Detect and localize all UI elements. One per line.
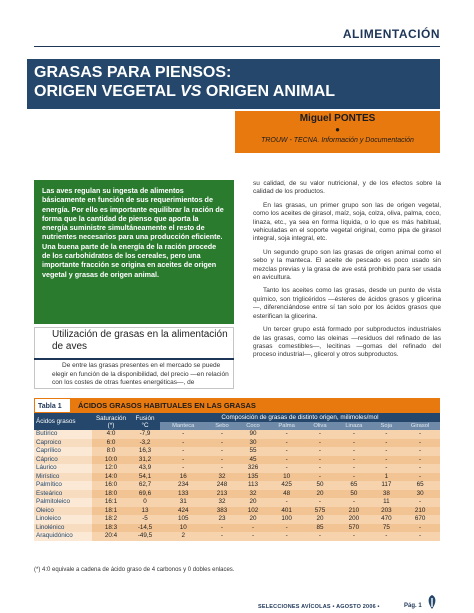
fusion-cell: 31,2	[130, 456, 160, 465]
column-header-fusion: Fusión °C	[130, 413, 160, 430]
composition-cell: 65	[335, 481, 372, 490]
paragraph: Tanto los aceites como las grasas, desde un punto de vista químico, son triglicéridos —ésteres de ácidos grasos y glicerina—, diferenciándose entre sí tan solo por los ácidos grasos que esterifican la glicerina.	[253, 287, 441, 320]
composition-cell: 210	[400, 507, 440, 516]
article-title	[34, 63, 335, 101]
acid-name-cell: Linoleico	[34, 515, 92, 524]
fusion-cell: 0	[130, 498, 160, 507]
composition-cell: 401	[269, 507, 305, 516]
saturation-cell: 18:0	[92, 490, 130, 499]
table-row	[34, 473, 440, 482]
composition-cell: 326	[237, 464, 268, 473]
composition-cell: -	[269, 439, 305, 448]
author-affiliation: TROUW - TECNA. Información y Documentación	[261, 137, 414, 144]
composition-cell: 32	[206, 473, 237, 482]
composition-cell: -	[335, 439, 372, 448]
composition-cell: 11	[373, 498, 401, 507]
composition-cell: -	[305, 473, 335, 482]
composition-cell: 570	[335, 524, 372, 533]
composition-cell: 105	[160, 515, 206, 524]
composition-cell: 38	[373, 490, 401, 499]
composition-cell: -	[269, 498, 305, 507]
composition-cell: 85	[305, 524, 335, 533]
composition-cell: 2	[160, 532, 206, 541]
fusion-cell: 69,6	[130, 490, 160, 499]
column-header-saturation: Saturación (*)	[92, 413, 130, 430]
composition-cell: -	[400, 532, 440, 541]
fusion-cell: 62,7	[130, 481, 160, 490]
fusion-cell: -3,2	[130, 439, 160, 448]
composition-cell: -	[206, 464, 237, 473]
composition-cell: 55	[237, 447, 268, 456]
saturation-cell: 10:0	[92, 456, 130, 465]
acid-name-cell: Caproico	[34, 439, 92, 448]
table-row	[34, 430, 440, 439]
composition-cell: -	[400, 464, 440, 473]
fusion-cell: -7,9	[130, 430, 160, 439]
composition-cell: 575	[305, 507, 335, 516]
composition-cell: -	[305, 447, 335, 456]
saturation-cell: 12:0	[92, 464, 130, 473]
composition-cell: 32	[237, 490, 268, 499]
fat-type-header: Girasol	[400, 422, 440, 430]
fusion-cell: 13	[130, 507, 160, 516]
acid-name-cell: Esteárico	[34, 490, 92, 499]
composition-cell: 203	[373, 507, 401, 516]
composition-cell: -	[160, 430, 206, 439]
composition-cell: 133	[160, 490, 206, 499]
table-row	[34, 439, 440, 448]
composition-cell: 102	[237, 507, 268, 516]
author-bullet: ●	[335, 125, 340, 134]
saturation-cell: 6:0	[92, 439, 130, 448]
composition-cell: 65	[400, 481, 440, 490]
body-column	[253, 180, 441, 365]
acid-name-cell: Oleico	[34, 507, 92, 516]
composition-cell: -	[269, 524, 305, 533]
composition-cell: 32	[206, 498, 237, 507]
composition-cell: 248	[206, 481, 237, 490]
table-row	[34, 524, 440, 533]
fusion-cell: 43,9	[130, 464, 160, 473]
composition-cell: 31	[160, 498, 206, 507]
composition-cell: 90	[237, 430, 268, 439]
composition-cell: -	[206, 524, 237, 533]
composition-cell: 234	[160, 481, 206, 490]
composition-cell: -	[160, 439, 206, 448]
acid-name-cell: Butírico	[34, 430, 92, 439]
composition-cell: -	[269, 532, 305, 541]
composition-cell: 10	[269, 473, 305, 482]
table-row	[34, 507, 440, 516]
table-row	[34, 498, 440, 507]
composition-cell: 670	[400, 515, 440, 524]
paragraph: En las grasas, un primer grupo son las de origen vegetal, como los aceites de girasol, maíz, soja, colza, oliva, palma, coco, linaza, etc., ya sea en forma líquida, o lo que es más habitual, vehiculadas en el soporte vegetal original, como pipa de girasol integral, soja integral, etc.	[253, 201, 441, 243]
composition-cell: 48	[269, 490, 305, 499]
fusion-cell: -49,5	[130, 532, 160, 541]
composition-cell: -	[305, 464, 335, 473]
author-name: Miguel PONTES	[299, 113, 376, 124]
table-row	[34, 464, 440, 473]
data-table	[34, 413, 440, 541]
composition-cell: -	[400, 524, 440, 533]
composition-cell: -	[335, 456, 372, 465]
composition-cell: 45	[237, 456, 268, 465]
composition-cell: -	[335, 447, 372, 456]
composition-cell: 23	[206, 515, 237, 524]
acid-name-cell: Láurico	[34, 464, 92, 473]
composition-cell: 100	[269, 515, 305, 524]
title-line-2b: ORIGEN ANIMAL	[201, 83, 336, 100]
section-divider	[34, 46, 440, 47]
fat-type-header: Soja	[373, 422, 401, 430]
fat-type-header: Sebo	[206, 422, 237, 430]
saturation-cell: 18:2	[92, 515, 130, 524]
acid-name-cell: Palmítico	[34, 481, 92, 490]
acid-name-cell: Cáprico	[34, 456, 92, 465]
composition-cell: -	[373, 447, 401, 456]
fusion-cell: 54,1	[130, 473, 160, 482]
acid-name-cell: Linolénico	[34, 524, 92, 533]
composition-cell: 213	[206, 490, 237, 499]
composition-cell: -	[400, 430, 440, 439]
composition-cell: -	[373, 456, 401, 465]
saturation-cell: 16:0	[92, 481, 130, 490]
composition-cell: -	[373, 532, 401, 541]
composition-cell: 16	[160, 473, 206, 482]
acid-name-cell: Mirístico	[34, 473, 92, 482]
composition-cell: -	[206, 447, 237, 456]
table-row	[34, 481, 440, 490]
composition-cell: -	[400, 447, 440, 456]
table-body	[34, 430, 440, 541]
table-row	[34, 515, 440, 524]
composition-cell: -	[206, 456, 237, 465]
composition-cell: 30	[237, 439, 268, 448]
intro-summary: Las aves regulan su ingesta de alimentos básicamente en función de sus requerimientos de energía. Por ello es importante equilibrar la ración de forma que la cantidad de pienso que aporta la energía suministre simultáneamente el resto de nutrientes necesarios para una producción eficiente. Una buena parte de la energía de la ración procede de los carbohidratos de los cereales, pero una importante fracción se origina en aceites de origen vegetal y grasas de origen animal.	[34, 180, 234, 324]
subsection-divider	[34, 358, 234, 360]
composition-cell: -	[305, 532, 335, 541]
fusion-cell: -14,5	[130, 524, 160, 533]
fatty-acids-table	[34, 398, 440, 541]
page-number: Pág. 1	[404, 603, 422, 609]
composition-cell: -	[237, 532, 268, 541]
section-label: ALIMENTACIÓN	[342, 27, 440, 41]
title-line-1: GRASAS PARA PIENSOS:	[34, 64, 232, 81]
composition-cell: -	[400, 498, 440, 507]
fat-type-header: Manteca	[160, 422, 206, 430]
composition-cell: -	[373, 464, 401, 473]
composition-cell: -	[335, 430, 372, 439]
table-footnote: (*) 4:0 equivale a cadena de ácido graso de 4 carbonos y 0 dobles enlaces.	[34, 567, 235, 573]
composition-cell: -	[400, 473, 440, 482]
fusion-cell: 16,3	[130, 447, 160, 456]
composition-cell: 10	[160, 524, 206, 533]
composition-cell: -	[305, 498, 335, 507]
table-row	[34, 447, 440, 456]
composition-cell: 30	[400, 490, 440, 499]
footer-publication: SELECCIONES AVÍCOLAS • AGOSTO 2006 •	[258, 604, 380, 610]
table-title: ÁCIDOS GRASOS HABITUALES EN LAS GRASAS	[78, 401, 256, 410]
acid-name-cell: Palmitoleico	[34, 498, 92, 507]
table-row	[34, 490, 440, 499]
composition-cell: -	[269, 464, 305, 473]
title-line-2	[34, 82, 335, 101]
fat-type-header: Palma	[269, 422, 305, 430]
composition-cell: 113	[237, 481, 268, 490]
saturation-cell: 18:1	[92, 507, 130, 516]
composition-cell: -	[206, 430, 237, 439]
composition-cell: -	[269, 430, 305, 439]
paragraph: Un segundo grupo son las grasas de origen animal como el sebo y la manteca. El aceite de pescado es poco usado sin mezclas previas y la grasa de ave está prohibido para ser usada en avicultura.	[253, 248, 441, 282]
composition-cell: -	[373, 430, 401, 439]
composition-cell: 1	[373, 473, 401, 482]
composition-cell: -	[335, 532, 372, 541]
composition-cell: -	[160, 447, 206, 456]
acid-name-cell: Araquidónico	[34, 532, 92, 541]
publisher-logo-icon	[425, 594, 439, 610]
paragraph: su calidad, de su valor nutricional, y de los efectos sobre la calidad de los productos.	[253, 180, 441, 196]
composition-cell: 470	[373, 515, 401, 524]
composition-cell: 200	[335, 515, 372, 524]
composition-cell: -	[305, 456, 335, 465]
composition-cell: -	[335, 473, 372, 482]
saturation-cell: 4:0	[92, 430, 130, 439]
composition-cell: 50	[305, 481, 335, 490]
composition-cell: -	[237, 524, 268, 533]
composition-cell: 20	[237, 498, 268, 507]
composition-cell: -	[269, 447, 305, 456]
composition-cell: -	[160, 464, 206, 473]
table-label: Tabla 1	[34, 398, 71, 413]
saturation-cell: 14:0	[92, 473, 130, 482]
fusion-cell: -5	[130, 515, 160, 524]
fat-type-header: Linaza	[335, 422, 372, 430]
composition-cell: 117	[373, 481, 401, 490]
composition-cell: 20	[237, 515, 268, 524]
composition-cell: 75	[373, 524, 401, 533]
fat-type-header: Oliva	[305, 422, 335, 430]
acid-name-cell: Caprílico	[34, 447, 92, 456]
saturation-cell: 8:0	[92, 447, 130, 456]
fat-type-header: Coco	[237, 422, 268, 430]
composition-cell: -	[335, 464, 372, 473]
composition-cell: -	[335, 498, 372, 507]
title-vs: VS	[180, 83, 202, 100]
composition-cell: 210	[335, 507, 372, 516]
subsection-title: Utilización de grasas en la alimentación de aves	[52, 329, 228, 352]
composition-cell: 424	[160, 507, 206, 516]
table-header-bar	[34, 398, 440, 413]
table-row	[34, 456, 440, 465]
paragraph: Un tercer grupo está formado por subproductos industriales de las grasas, como las oleinas —residuos del refinado de las grasas comestibles—, lecitinas —gomas del refinado del proceso industrial—, glicerol y otros subproductos.	[253, 326, 441, 359]
composition-cell: 425	[269, 481, 305, 490]
saturation-cell: 18:3	[92, 524, 130, 533]
composition-cell: -	[400, 439, 440, 448]
saturation-cell: 16:1	[92, 498, 130, 507]
composition-cell: 135	[237, 473, 268, 482]
subsection-text: De entre las grasas presentes en el mercado se puede elegir en función de la disponibilidad, del precio —en relación con los costes de otras fuentes energéticas—, de	[52, 362, 229, 387]
composition-cell: -	[269, 456, 305, 465]
table-row	[34, 532, 440, 541]
saturation-cell: 20:4	[92, 532, 130, 541]
composition-cell: -	[206, 439, 237, 448]
column-header-acid: Ácidos grasos	[34, 413, 92, 430]
composition-cell: -	[400, 456, 440, 465]
composition-cell: -	[160, 456, 206, 465]
composition-cell: -	[206, 532, 237, 541]
composition-cell: -	[305, 430, 335, 439]
composition-cell: 20	[305, 515, 335, 524]
composition-cell: -	[373, 439, 401, 448]
composition-cell: -	[305, 439, 335, 448]
composition-cell: 20	[305, 490, 335, 499]
composition-cell: 50	[335, 490, 372, 499]
composition-cell: 383	[206, 507, 237, 516]
column-header-composition: Composición de grasas de distinto origen, milimoles/mol	[160, 413, 440, 422]
title-line-2a: ORIGEN VEGETAL	[34, 83, 181, 100]
